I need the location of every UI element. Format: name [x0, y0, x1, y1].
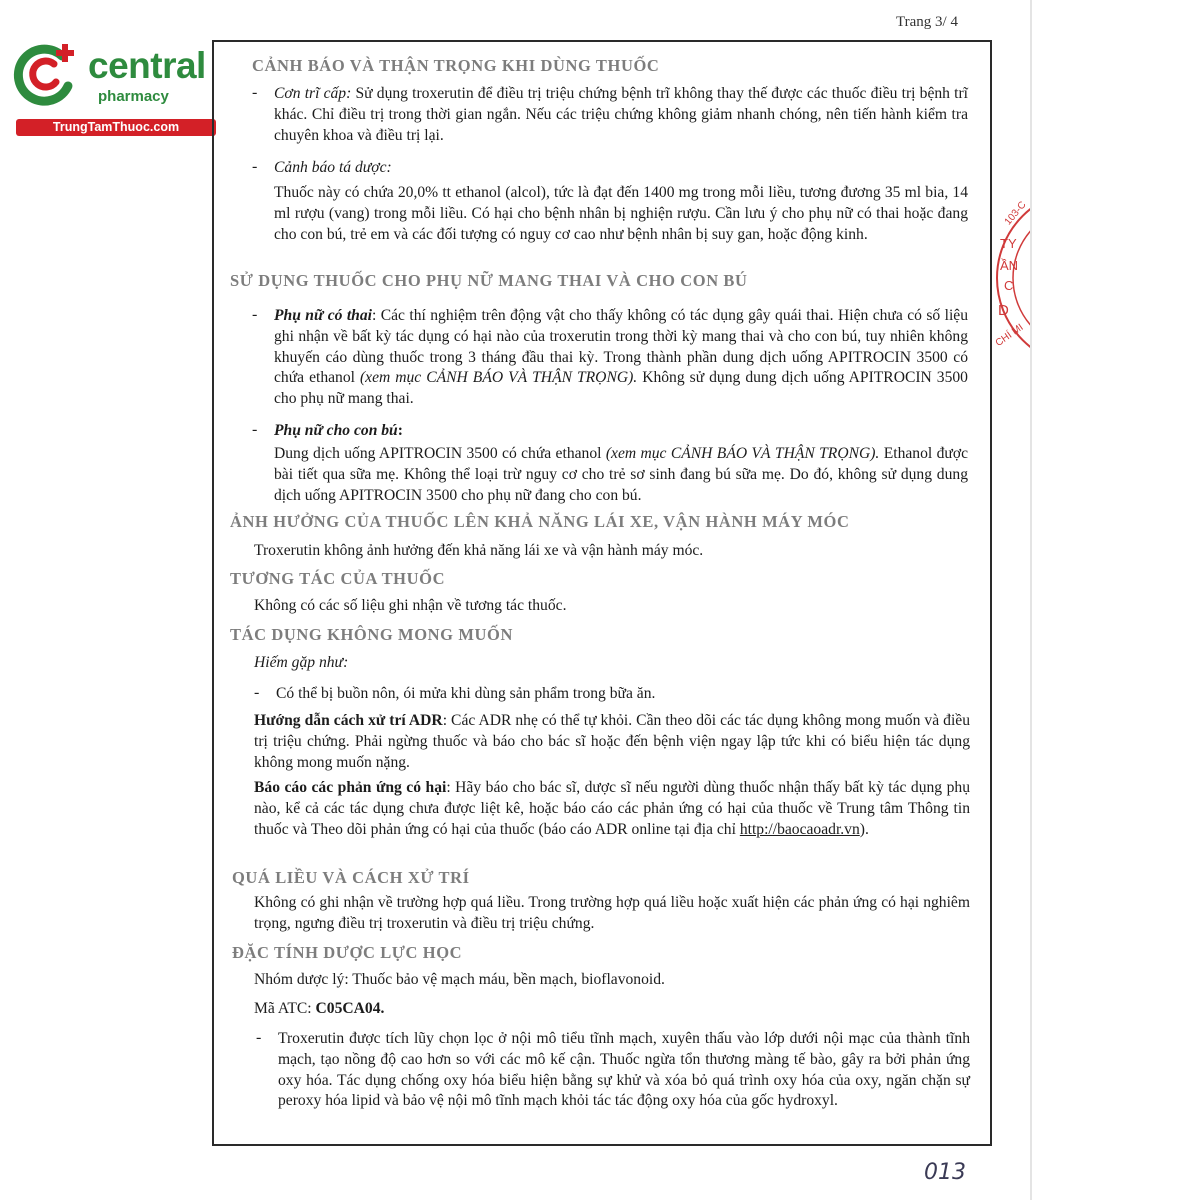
paragraph-adr-reporting: Báo cáo các phản ứng có hại: Hãy báo cho bác sĩ, dược sĩ nếu người dùng thuốc nhận thấy bất kỳ tác dụng phụ nào, kể cả các tác dụng chưa được liệt kê, hoặc báo cáo các phản ứng có hại của thuốc về Trung tâm Thông tin thuốc và Theo dõi phản ứng có hại của thuốc (báo cáo ADR online tại địa chỉ http://baocaoadr.vn). — [254, 779, 970, 838]
central-pharmacy-logo — [10, 38, 210, 138]
paragraph-lactating-women: Dung dịch uống APITROCIN 3500 có chứa ethanol (xem mục CẢNH BÁO VÀ THẬN TRỌNG). Ethanol được bài tiết qua sữa mẹ. Không thể loại trừ nguy cơ cho trẻ sơ sinh đang bú sữa mẹ. Do đó, không sử dụng dung dịch uống APITROCIN 3500 cho phụ nữ đang cho con bú. — [274, 445, 968, 504]
heading-driving: ẢNH HƯỞNG CỦA THUỐC LÊN KHẢ NĂNG LÁI XE, VẬN HÀNH MÁY MÓC — [230, 512, 850, 531]
heading-pharmacodynamics: ĐẶC TÍNH DƯỢC LỰC HỌC — [232, 943, 463, 962]
logo-banner: TrungTamThuoc.com — [16, 119, 216, 136]
stamp-text-2: TY — [1000, 236, 1017, 251]
paragraph-excipient-warning: Thuốc này có chứa 20,0% tt ethanol (alcol), tức là đạt đến 1400 mg trong mỗi liều, tương đương 35 ml bia, 14 ml rượu (vang) trong mỗi liều. Có hại cho bệnh nhân bị nghiện rượu. Cần lưu ý cho phụ nữ có thai hoặc đang cho con bú, trẻ em và các đối tượng có nguy cơ cao như bệnh nhân bị suy gan, hoặc động kinh. — [274, 184, 968, 243]
stamp-text-5: D — [998, 302, 1009, 319]
stamp-text-1: 103-C — [1002, 199, 1029, 228]
handwritten-page-number: 013 — [924, 1160, 966, 1185]
bullet-dash: - — [252, 158, 258, 175]
paragraph-atc-code: Mã ATC: C05CA04. — [254, 1000, 385, 1017]
heading-interactions: TƯƠNG TÁC CỦA THUỐC — [230, 569, 446, 588]
heading-warnings: CẢNH BÁO VÀ THẬN TRỌNG KHI DÙNG THUỐC — [252, 56, 660, 75]
list-item-nausea: Có thể bị buồn nôn, ói mửa khi dùng sản phẩm trong bữa ăn. — [276, 685, 656, 702]
paragraph-acute-hemorrhoid: Cơn trĩ cấp: Sử dụng troxerutin để điều trị triệu chứng bệnh trĩ không thay thế được các thuốc điều trị bệnh trĩ khác. Chỉ điều trị trong thời gian ngắn. Nếu các triệu chứng không giảm nhanh chóng, nên tiến hành kiểm tra chuyên khoa và điều trị lại. — [274, 85, 968, 144]
stamp-text-3: ẦN — [1000, 258, 1019, 273]
paragraph-pregnant-women: Phụ nữ có thai: Các thí nghiệm trên động vật cho thấy không có tác dụng gây quái thai. Hiện chưa có số liệu ghi nhận về bất kỳ tác dụng có hại nào của troxerutin trong thời kỳ mang thai và cho con bú, tuy nhiên không khuyến cáo dùng thuốc trong 3 tháng đầu thai kỳ. Trong thành phần dung dịch uống APITROCIN 3500 có chứa ethanol (xem mục CẢNH BÁO VÀ THẬN TRỌNG). Không sử dụng dung dịch uống APITROCIN 3500 cho phụ nữ mang thai. — [274, 307, 968, 408]
stamp-text-6: CHÍ MI — [993, 322, 1026, 349]
link-baocaoadr[interactable]: http://baocaoadr.vn — [739, 820, 860, 838]
page-number: Trang 3/ 4 — [896, 14, 958, 30]
label-excipient-warning: Cảnh báo tá dược: — [274, 159, 392, 176]
paragraph-mechanism: Troxerutin được tích lũy chọn lọc ở nội mô tiểu tĩnh mạch, xuyên thấu vào lớp dưới nội mạc của thành tĩnh mạch, tạo nồng độ cao hơn so với các mô kế cận. Thuốc ngừa tổn thương màng tế bào, gây ra bởi phản ứng oxy hóa. Tác dụng chống oxy hóa biểu hiện bằng sự khử và xóa bỏ quá trình oxy hóa của oxy, ngăn chặn sự peroxy hóa lipid và bảo vệ nội mô tĩnh mạch khỏi tác tác động oxy hóa của gốc hydroxyl. — [278, 1030, 970, 1110]
paragraph-interactions: Không có các số liệu ghi nhận về tương tác thuốc. — [254, 597, 567, 614]
paragraph-pharmacological-group: Nhóm dược lý: Thuốc bảo vệ mạch máu, bền mạch, bioflavonoid. — [254, 971, 665, 988]
logo-subtitle: pharmacy — [98, 88, 169, 105]
paragraph-driving: Troxerutin không ảnh hưởng đến khả năng lái xe và vận hành máy móc. — [254, 542, 704, 559]
heading-adverse-effects: TÁC DỤNG KHÔNG MONG MUỐN — [230, 625, 513, 644]
logo-wordmark: central — [88, 45, 206, 86]
bullet-dash: - — [252, 421, 258, 438]
label-rare-effects: Hiếm gặp như: — [254, 654, 349, 671]
heading-pregnancy: SỬ DỤNG THUỐC CHO PHỤ NỮ MANG THAI VÀ CHO CON BÚ — [230, 271, 748, 290]
red-stamp-fragment — [990, 198, 1030, 358]
label-lactating-women: Phụ nữ cho con bú: — [274, 422, 403, 439]
paragraph-adr-handling: Hướng dẫn cách xử trí ADR: Các ADR nhẹ có thể tự khỏi. Cần theo dõi các tác dụng không mong muốn và điều trị triệu chứng. Phải ngừng thuốc và báo cho bác sĩ hoặc đến bệnh viện ngay lập tức khi có biểu hiện tác dụng không mong muốn nặng. — [254, 712, 971, 771]
bullet-dash: - — [252, 306, 258, 323]
bullet-dash: - — [256, 1029, 262, 1046]
bullet-dash: - — [252, 84, 258, 101]
heading-overdose: QUÁ LIỀU VÀ CÁCH XỬ TRÍ — [232, 868, 470, 887]
page-edge-line — [1030, 0, 1032, 1200]
bullet-dash: - — [254, 684, 260, 701]
stamp-text-4: C — [1004, 278, 1014, 293]
paragraph-overdose: Không có ghi nhận về trường hợp quá liều. Trong trường hợp quá liều hoặc xuất hiện các phản ứng có hại nghiêm trọng, ngưng điều trị troxerutin và điều trị triệu chứng. — [254, 894, 970, 932]
logo-mark-icon — [10, 38, 84, 112]
